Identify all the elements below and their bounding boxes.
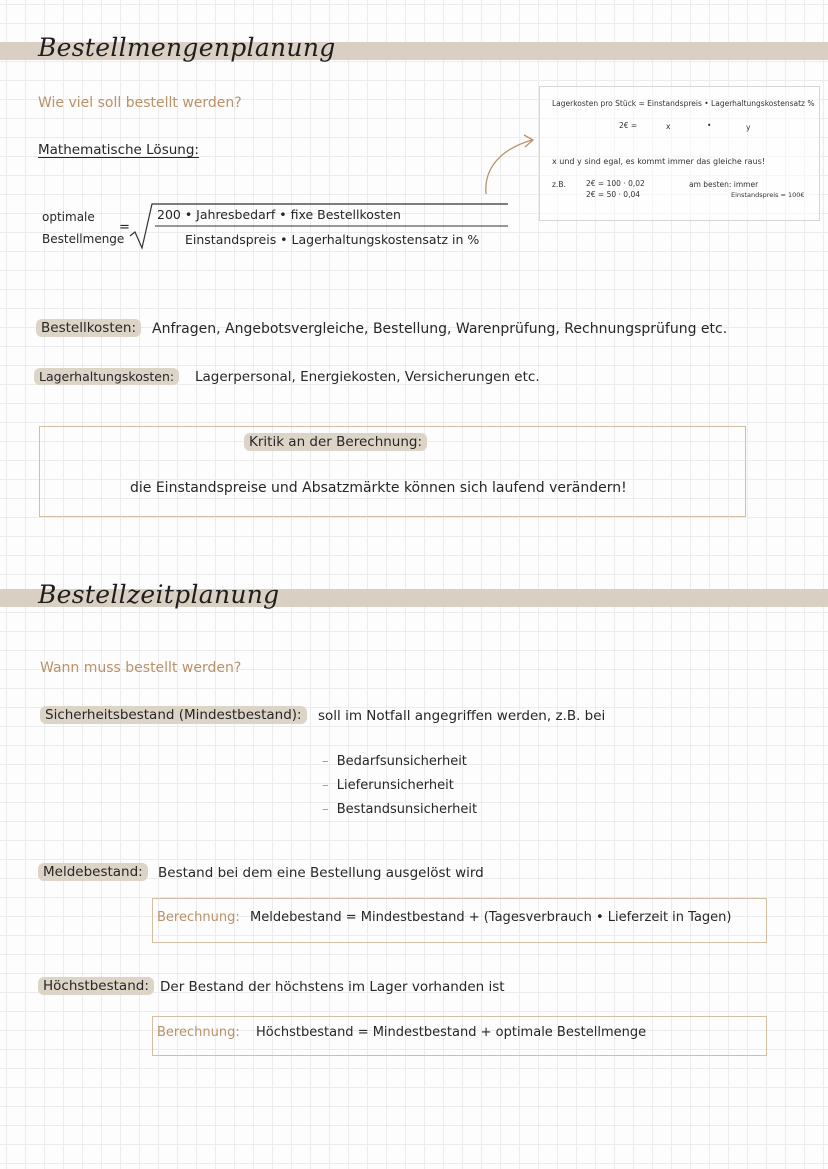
hoechst-text: Der Bestand der höchstens im Lager vorhanden ist — [160, 979, 505, 995]
math-solution-label: Mathematische Lösung: — [38, 142, 199, 158]
lager-label: Lagerhaltungskosten: — [34, 369, 179, 385]
curved-arrow-icon — [478, 130, 542, 200]
note-line2-c: • — [707, 121, 712, 130]
note-line2-a: 2€ = — [619, 121, 638, 130]
note-line1: Lagerkosten pro Stück = Einstandspreis • Lagerhaltungskostensatz % — [552, 99, 815, 108]
hoechst-label: Höchstbestand: — [38, 978, 154, 994]
bestellkosten-label: Bestellkosten: — [36, 320, 141, 336]
note-example-row2: 2€ = 50 · 0,04 — [586, 190, 640, 199]
formula-numerator: 200 • Jahresbedarf • fixe Bestellkosten — [157, 207, 401, 222]
hoechst-calc-text: Höchstbestand = Mindestbestand + optimale Bestellmenge — [256, 1025, 647, 1040]
safety-text: soll im Notfall angegriffen werden, z.B. bei — [318, 708, 606, 724]
section2-question: Wann muss bestellt werden? — [40, 660, 242, 676]
critique-text: die Einstandspreise und Absatzmärkte können sich laufend verändern! — [130, 480, 627, 496]
note-example-row1: 2€ = 100 · 0,02 — [586, 179, 645, 188]
hoechst-calc-label: Berechnung: — [157, 1025, 240, 1040]
formula-equals: = — [119, 220, 130, 235]
bullet-item: – Lieferunsicherheit — [322, 778, 454, 793]
section1-question: Wie viel soll bestellt werden? — [38, 95, 242, 111]
note-best-label: am besten: immer — [689, 180, 759, 189]
melde-label: Meldebestand: — [38, 864, 148, 880]
bullet-list — [322, 750, 477, 822]
melde-text: Bestand bei dem eine Bestellung ausgelöst wird — [158, 865, 484, 881]
lager-text: Lagerpersonal, Energiekosten, Versicherungen etc. — [195, 369, 540, 385]
bullet-item: – Bedarfsunsicherheit — [322, 754, 467, 769]
section1-title: Bestellmengenplanung — [38, 33, 336, 62]
note-best-value: Einstandspreis = 100€ — [731, 191, 805, 199]
critique-label: Kritik an der Berechnung: — [244, 434, 427, 450]
note-line2-b: x — [666, 122, 671, 131]
melde-calc-text: Meldebestand = Mindestbestand + (Tagesverbrauch • Lieferzeit in Tagen) — [250, 910, 732, 925]
formula-denominator: Einstandspreis • Lagerhaltungskostensatz in % — [185, 232, 480, 247]
section2-title: Bestellzeitplanung — [38, 580, 280, 609]
formula-lhs-line2: Bestellmenge — [42, 232, 125, 246]
melde-calc-label: Berechnung: — [157, 910, 240, 925]
bullet-item: – Bestandsunsicherheit — [322, 802, 478, 817]
bestellkosten-text: Anfragen, Angebotsvergleiche, Bestellung, Warenprüfung, Rechnungsprüfung etc. — [152, 321, 728, 337]
note-line2-d: y — [746, 123, 751, 132]
note-example-label: z.B. — [552, 180, 566, 189]
note-line3: x und y sind egal, es kommt immer das gleiche raus! — [552, 157, 766, 166]
formula-lhs-line1: optimale — [42, 210, 95, 224]
safety-label: Sicherheitsbestand (Mindestbestand): — [40, 707, 307, 723]
